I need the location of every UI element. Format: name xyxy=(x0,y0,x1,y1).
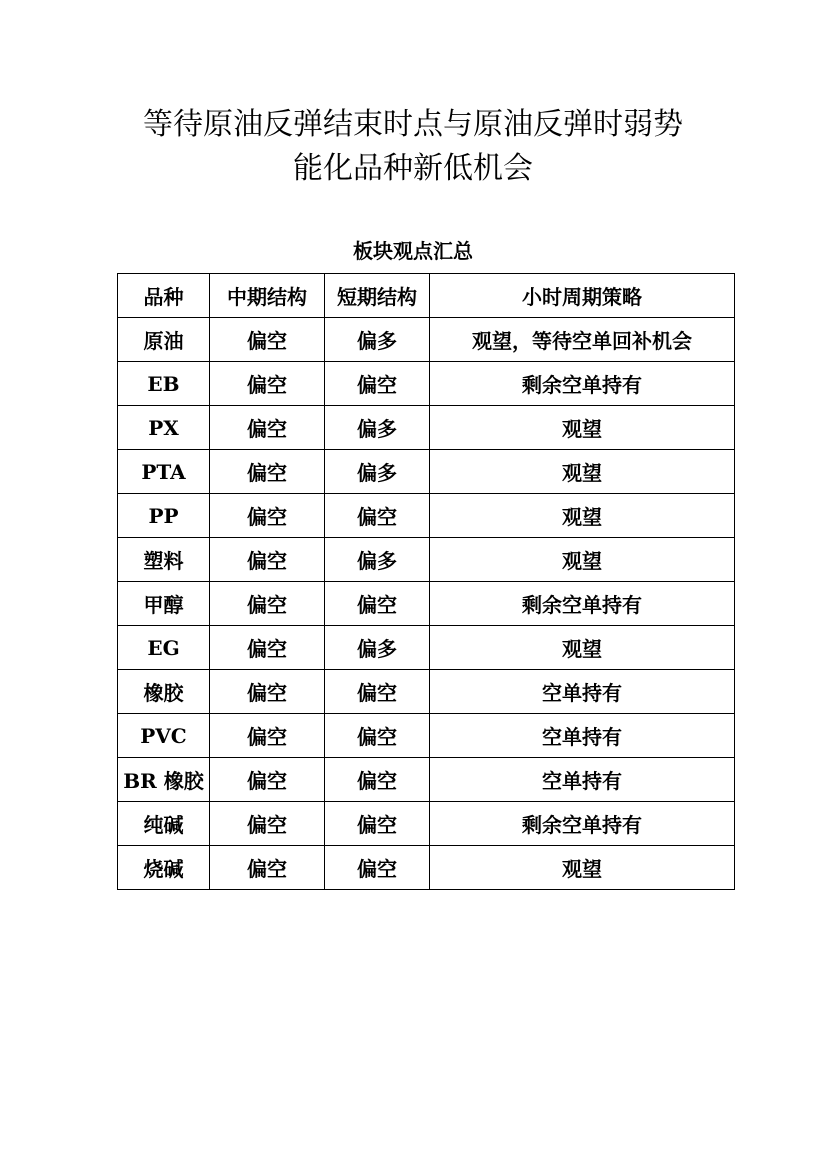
cell-medium-term: 偏空 xyxy=(210,758,325,802)
cell-strategy: 观望 xyxy=(430,626,735,670)
cell-strategy: 剩余空单持有 xyxy=(430,582,735,626)
cell-strategy: 观望 xyxy=(430,846,735,890)
header-hourly-strategy: 小时周期策略 xyxy=(430,274,735,318)
table-row xyxy=(118,406,735,450)
cell-strategy: 观望 xyxy=(430,494,735,538)
cell-strategy: 观望 xyxy=(430,406,735,450)
cell-variety: 甲醇 xyxy=(118,582,210,626)
cell-short-term: 偏空 xyxy=(325,670,430,714)
cell-short-term: 偏多 xyxy=(325,538,430,582)
cell-medium-term: 偏空 xyxy=(210,582,325,626)
cell-medium-term: 偏空 xyxy=(210,802,325,846)
cell-variety: 纯碱 xyxy=(118,802,210,846)
cell-medium-term: 偏空 xyxy=(210,362,325,406)
cell-medium-term: 偏空 xyxy=(210,538,325,582)
table-row xyxy=(118,538,735,582)
cell-strategy: 观望，等待空单回补机会 xyxy=(430,318,735,362)
header-short-term-structure: 短期结构 xyxy=(325,274,430,318)
cell-variety: 烧碱 xyxy=(118,846,210,890)
cell-variety: EB xyxy=(118,362,210,406)
table-row xyxy=(118,714,735,758)
table-row xyxy=(118,494,735,538)
cell-strategy: 空单持有 xyxy=(430,758,735,802)
cell-variety: 原油 xyxy=(118,318,210,362)
cell-variety: EG xyxy=(118,626,210,670)
document-title-line-1: 等待原油反弹结束时点与原油反弹时弱势 xyxy=(143,107,683,142)
cell-short-term: 偏多 xyxy=(325,450,430,494)
cell-short-term: 偏空 xyxy=(325,846,430,890)
table-row xyxy=(118,846,735,890)
cell-medium-term: 偏空 xyxy=(210,626,325,670)
cell-variety: PTA xyxy=(118,450,210,494)
table-body xyxy=(118,318,735,890)
cell-medium-term: 偏空 xyxy=(210,846,325,890)
cell-variety: 塑料 xyxy=(118,538,210,582)
cell-medium-term: 偏空 xyxy=(210,670,325,714)
document-title-line-2: 能化品种新低机会 xyxy=(293,151,533,186)
document-title xyxy=(0,103,826,191)
cell-variety: PP xyxy=(118,494,210,538)
cell-short-term: 偏空 xyxy=(325,494,430,538)
cell-short-term: 偏空 xyxy=(325,714,430,758)
header-variety: 品种 xyxy=(118,274,210,318)
cell-short-term: 偏多 xyxy=(325,406,430,450)
cell-medium-term: 偏空 xyxy=(210,318,325,362)
cell-variety: 橡胶 xyxy=(118,670,210,714)
cell-short-term: 偏多 xyxy=(325,318,430,362)
cell-medium-term: 偏空 xyxy=(210,406,325,450)
cell-variety: PVC xyxy=(118,714,210,758)
cell-medium-term: 偏空 xyxy=(210,494,325,538)
cell-strategy: 空单持有 xyxy=(430,714,735,758)
table-header-row xyxy=(118,274,735,318)
cell-variety: PX xyxy=(118,406,210,450)
cell-strategy: 剩余空单持有 xyxy=(430,802,735,846)
table-row xyxy=(118,802,735,846)
table-caption: 板块观点汇总 xyxy=(353,239,473,263)
table-row xyxy=(118,758,735,802)
cell-medium-term: 偏空 xyxy=(210,450,325,494)
cell-strategy: 观望 xyxy=(430,538,735,582)
table-row xyxy=(118,582,735,626)
cell-medium-term: 偏空 xyxy=(210,714,325,758)
cell-short-term: 偏空 xyxy=(325,582,430,626)
table-row xyxy=(118,670,735,714)
cell-variety: BR 橡胶 xyxy=(118,758,210,802)
cell-strategy: 观望 xyxy=(430,450,735,494)
cell-short-term: 偏空 xyxy=(325,802,430,846)
cell-short-term: 偏空 xyxy=(325,362,430,406)
header-medium-term-structure: 中期结构 xyxy=(210,274,325,318)
table-row xyxy=(118,318,735,362)
sector-view-summary-table xyxy=(117,273,735,890)
cell-short-term: 偏空 xyxy=(325,758,430,802)
cell-strategy: 剩余空单持有 xyxy=(430,362,735,406)
table-row xyxy=(118,450,735,494)
cell-short-term: 偏多 xyxy=(325,626,430,670)
table-row xyxy=(118,626,735,670)
cell-strategy: 空单持有 xyxy=(430,670,735,714)
table-row xyxy=(118,362,735,406)
